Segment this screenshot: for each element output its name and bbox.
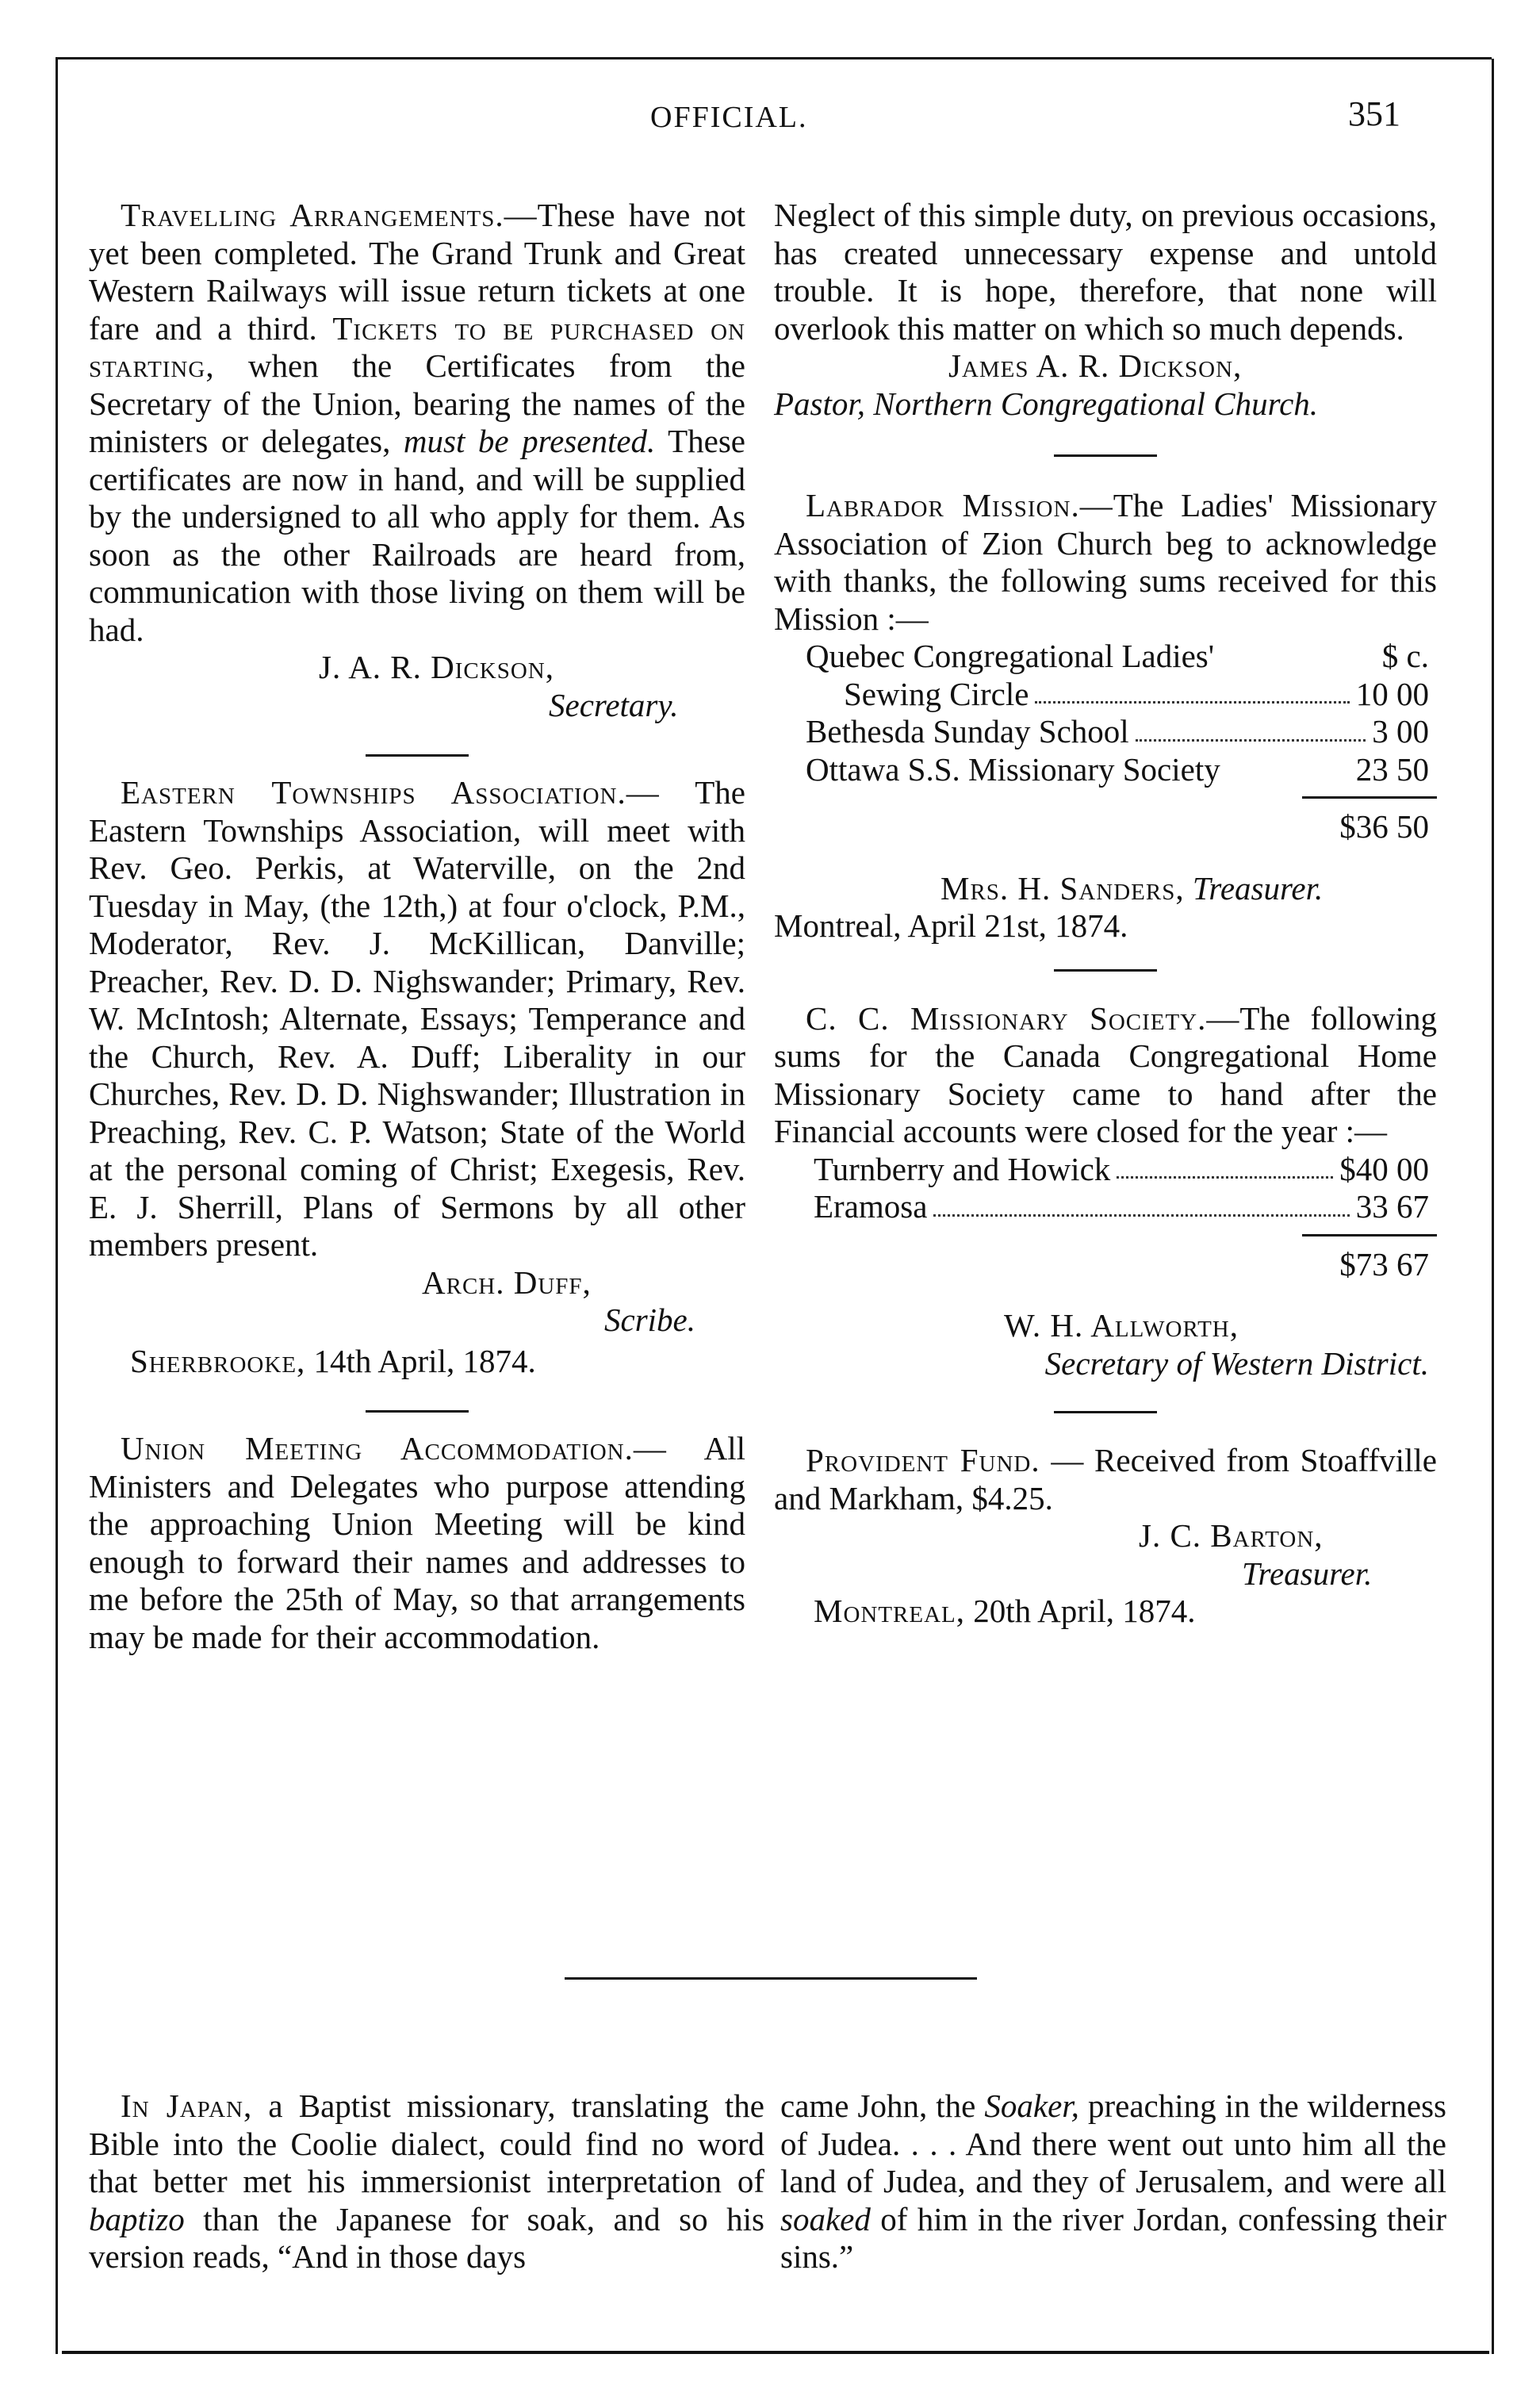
- currency-header: $ c.: [1381, 638, 1429, 674]
- sum-rule: [1302, 796, 1437, 799]
- cc-missionary-notice: [774, 1000, 1437, 1383]
- labrador-heading: Labrador Mission.—: [806, 487, 1113, 523]
- list-item: [806, 676, 1429, 714]
- japan-italic-soaked: soaked: [780, 2200, 871, 2237]
- cc-total: $73 67: [1339, 1245, 1429, 1282]
- provident-body: — Received from Stoaffville and Markham, $4.25.: [774, 1442, 1437, 1516]
- cc-body: The following sums for the Canada Congregational Home Missionary Society came to hand after the Financial accounts were closed for the year :—: [774, 999, 1437, 1149]
- eastern-signature-title: Scribe.: [604, 1302, 695, 1338]
- labrador-item-label: Ottawa S.S. Missionary Society: [806, 750, 1220, 788]
- japan-lead: In Japan,: [121, 2088, 253, 2124]
- japan-article-right: [780, 2088, 1446, 2276]
- cc-heading: C. C. Missionary Society.—: [806, 999, 1240, 1037]
- labrador-signature-title: Treasurer.: [1192, 869, 1324, 907]
- section-rule: [1054, 969, 1157, 972]
- list-item: [806, 713, 1429, 751]
- section-rule: [1054, 1411, 1157, 1413]
- provident-signature-title: Treasurer.: [1242, 1555, 1373, 1592]
- neglect-signature-name: James A. R. Dickson,: [948, 347, 1243, 384]
- neglect-signature-title: Pastor, Northern Congregational Church.: [774, 385, 1319, 422]
- japan-article-left: [89, 2088, 764, 2276]
- labrador-dateline: Montreal, April 21st, 1874.: [774, 907, 1128, 944]
- labrador-mission-notice: [774, 487, 1437, 945]
- japan-right-text-1: came John, the: [780, 2088, 976, 2124]
- provident-dateline: [774, 1593, 1437, 1631]
- labrador-body: The Ladies' Missionary Association of Zion Church beg to acknowledge with thanks, the following sums received for this Mission :—: [774, 487, 1437, 637]
- cc-signature-name: W. H. Allworth,: [1004, 1307, 1239, 1344]
- provident-fund-notice: [774, 1442, 1437, 1631]
- japan-italic-soaker: Soaker,: [984, 2088, 1079, 2124]
- labrador-item-label: Quebec Congregational Ladies': [806, 638, 1215, 674]
- list-item: [806, 751, 1429, 789]
- neglect-body: Neglect of this simple duty, on previous occasions, has created unnecessary expense and untold trouble. It is hope, therefore, that none will overlook this matter on which so much depends.: [774, 197, 1437, 347]
- union-meeting-notice: [89, 1430, 745, 1656]
- japan-text-1: a Baptist missionary, translating the Bible into the Coolie dialect, could find no word that better met his immersionist interpretation of: [89, 2088, 764, 2199]
- travelling-body-1: These have not yet been completed. The Grand Trunk and Great Western Railways will issue return tickets at one fare and a third.: [89, 197, 745, 347]
- labrador-item-amount: 23 50: [1355, 750, 1429, 788]
- travelling-signature-name: J. A. R. Dickson,: [319, 649, 554, 685]
- labrador-signature-name: Mrs. H. Sanders,: [940, 869, 1185, 907]
- labrador-sums-list: [774, 638, 1437, 788]
- bottom-rule: [62, 2351, 1489, 2354]
- list-item: [806, 638, 1429, 676]
- japan-italic-baptizo: baptizo: [89, 2200, 185, 2237]
- provident-heading: Provident Fund.: [806, 1442, 1040, 1478]
- union-body: All Ministers and Delegates who purpose attending the approaching Union Meeting will be kind enough to forward their names and addresses to me before the 25th of May, so that arrangements may be made for their accommodation.: [89, 1430, 745, 1655]
- labrador-item-label: Sewing Circle: [844, 675, 1029, 712]
- japan-right-text-3: of him in the river Jordan, confessing their sins.”: [780, 2200, 1447, 2275]
- article-divider: [565, 1977, 977, 1980]
- cc-item-label: Eramosa: [814, 1188, 928, 1225]
- union-heading: Union Meeting Accommodation.—: [121, 1430, 667, 1466]
- travelling-italic: must be presented.: [403, 423, 656, 459]
- eastern-heading: Eastern Townships Association.—: [121, 774, 660, 811]
- eastern-townships-notice: [89, 774, 745, 1380]
- eastern-dateline: [89, 1343, 745, 1381]
- travelling-heading: Travelling Arrangements.—: [121, 197, 538, 233]
- japan-text-2: than the Japanese for soak, and so his version reads, “And in those days: [89, 2200, 765, 2275]
- section-rule: [366, 754, 469, 757]
- travelling-body-2: when the Certificates from the Secretary of the Union, bearing the names of the ministers or delegates,: [89, 347, 745, 459]
- section-rule: [1054, 454, 1157, 457]
- travelling-arrangements-notice: [89, 197, 745, 724]
- labrador-signature: [774, 870, 1437, 908]
- top-rule: [56, 57, 1492, 59]
- running-title: OFFICIAL.: [650, 101, 808, 134]
- japan-right-text-2: preaching in the wilderness of Judea. . . . And there went out unto him all the land of Judea, and they of Jerusalem, and were all: [780, 2088, 1447, 2199]
- eastern-body: The Eastern Townships Association, will meet with Rev. Geo. Perkis, at Waterville, on the 2nd Tuesday in May, (the 12th,) at four o'clock, P.M., Moderator, Rev. J. McKillican, Danville; Preacher, Rev. D. D. Nighswander; Primary, Rev. W. McIntosh; Alternate, Essays; Temperance and the Church, Rev. A. Duff; Liberality in our Churches, Rev. D. D. Nighswander; Illustration in Preaching, Rev. C. P. Watson; State of the World at the personal coming of Christ; Exegesis, Rev. E. J. Sherrill, Plans of Sermons by all other members present.: [89, 774, 745, 1263]
- sum-rule: [1302, 1234, 1437, 1236]
- neglect-notice: [774, 197, 1437, 423]
- travelling-body-3: These certificates are now in hand, and will be supplied by the undersigned to all who apply for them. As soon as the other Railroads are heard from, communication with those living on them will be had.: [89, 423, 745, 648]
- right-column: [774, 197, 1437, 1631]
- cc-sums-list: [774, 1151, 1437, 1226]
- labrador-item-amount: 10 00: [1355, 675, 1429, 712]
- cc-signature-title: Secretary of Western District.: [1044, 1344, 1429, 1382]
- labrador-total: $36 50: [1339, 808, 1429, 845]
- eastern-dateline-date: 14th April, 1874.: [313, 1342, 536, 1379]
- labrador-item-amount: 3 00: [1372, 713, 1429, 750]
- provident-dateline-place: Montreal,: [814, 1593, 966, 1629]
- left-column: [89, 197, 745, 1656]
- travelling-emphasis: Tickets to be purchased on starting,: [89, 309, 745, 384]
- provident-dateline-date: 20th April, 1874.: [973, 1593, 1196, 1629]
- list-item: [814, 1188, 1429, 1226]
- cc-item-amount: 33 67: [1355, 1188, 1429, 1225]
- eastern-signature-name: Arch. Duff,: [422, 1263, 592, 1301]
- travelling-signature-title: Secretary.: [549, 686, 679, 723]
- eastern-dateline-place: Sherbrooke,: [130, 1342, 306, 1379]
- list-item: [814, 1151, 1429, 1189]
- page-number: 351: [1348, 94, 1400, 133]
- cc-item-label: Turnberry and Howick: [814, 1150, 1111, 1187]
- section-rule: [366, 1410, 469, 1413]
- labrador-item-label: Bethesda Sunday School: [806, 713, 1129, 750]
- provident-signature-name: J. C. Barton,: [1139, 1517, 1324, 1554]
- cc-item-amount: $40 00: [1339, 1150, 1429, 1187]
